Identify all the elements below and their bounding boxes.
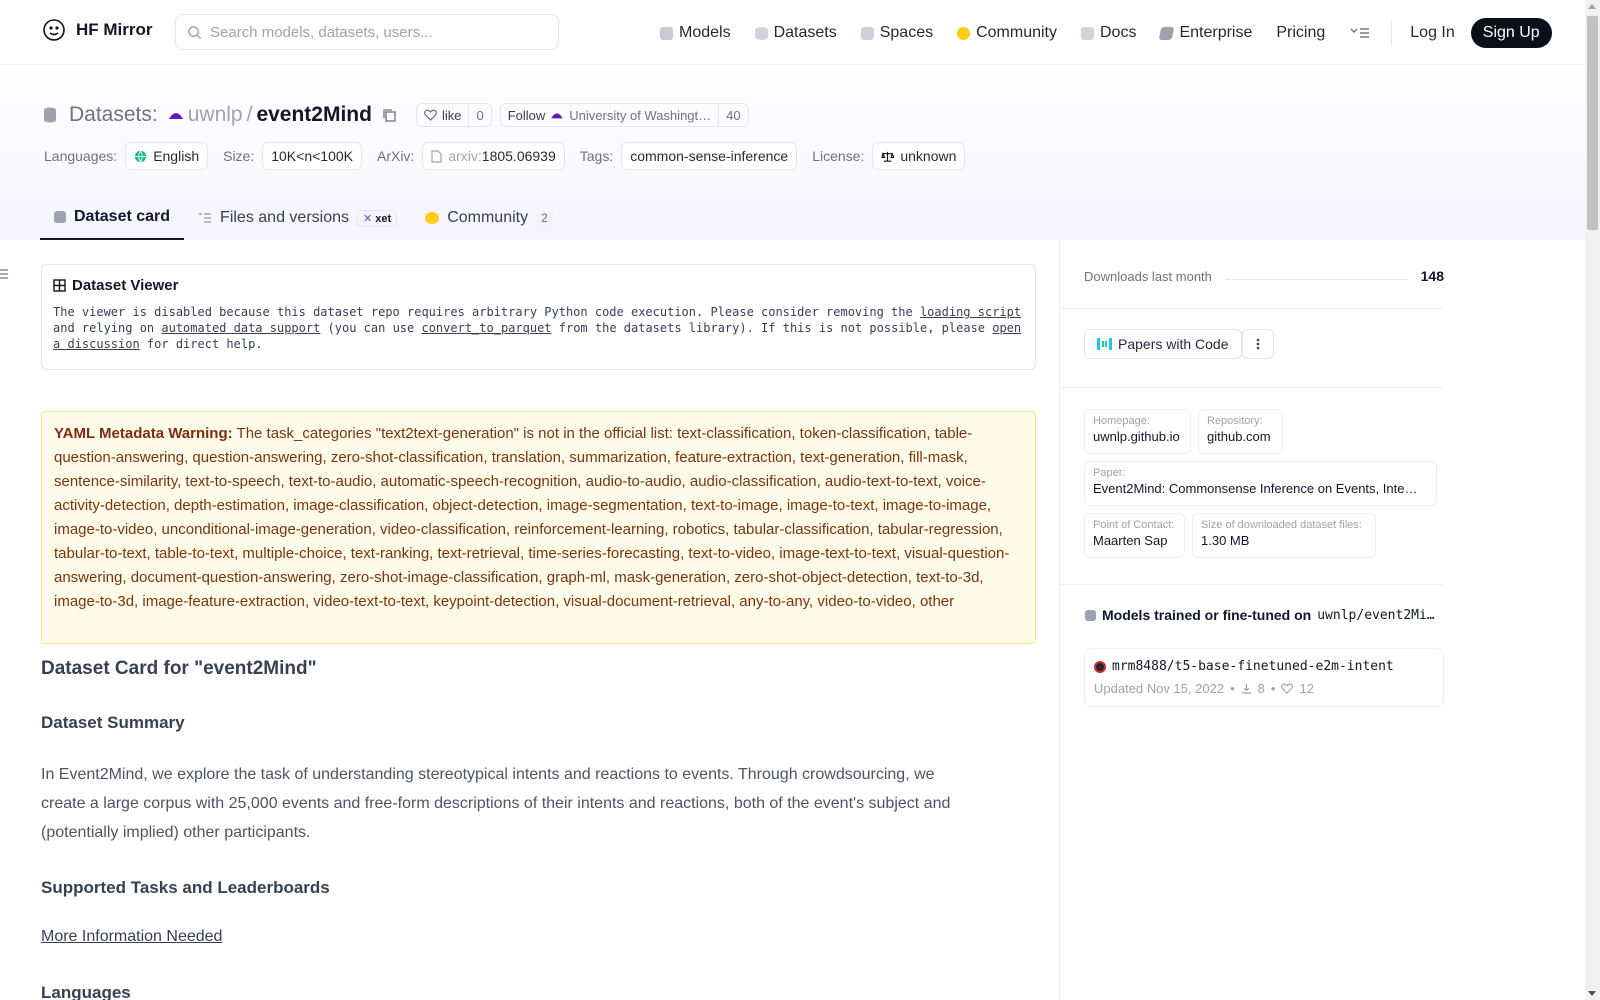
downloads-sparkline xyxy=(1226,272,1407,280)
community-count: 2 xyxy=(536,210,553,226)
loading-script-link[interactable]: loading script xyxy=(919,305,1022,319)
divider xyxy=(1060,308,1443,309)
yaml-warning-text: The task_categories "text2text-generation" is not in the official list: text-classification, token-classification, table-question-answering, question-answering, zero-shot-classification, translation, summarization, feature-extraction, text-generation, fill-mask, sentence-similarity, text-to-speech, text-to-audio, automatic-speech-recognition, audio-to-audio, audio-classification, audio-text-to-text, voice-activity-detection, depth-estimation, image-classification, object-detection, image-segmentation, text-to-image, image-to-text, image-to-image, image-to-video, unconditional-image-generation, video-classification, reinforcement-learning, robotics, tabular-classification, tabular-regression, tabular-to-text, table-to-text, multiple-choice, text-ranking, text-retrieval, time-series-forecasting, text-to-video, image-text-to-text, visual-question-answering, document-question-answering, zero-shot-image-classification, graph-ml, mask-generation, zero-shot-object-detection, text-to-3d, image-to-3d, image-feature-extraction, video-text-to-text, keypoint-detection, visual-document-retrieval, any-to-any, video-to-video, other xyxy=(54,425,1010,610)
brand-link[interactable] xyxy=(42,18,153,42)
models-heading-repo: uwnlp/event2Mi… xyxy=(1317,607,1435,623)
tags-row xyxy=(44,142,980,170)
license-value: unknown xyxy=(900,148,957,164)
nav-models-label: Models xyxy=(679,24,731,41)
like-count: 0 xyxy=(468,104,490,126)
database-icon xyxy=(755,27,768,40)
arxiv-label: ArXiv: xyxy=(376,148,415,164)
downloads-label: Downloads last month xyxy=(1084,268,1212,284)
pwc-label: Papers with Code xyxy=(1118,336,1229,352)
tab-dataset-card-label: Dataset card xyxy=(74,208,171,225)
size-label: Size: xyxy=(223,148,255,164)
card-heading: Dataset Card for "event2Mind" xyxy=(41,658,317,679)
tasks-heading: Supported Tasks and Leaderboards xyxy=(41,878,330,897)
downloads-value: 148 xyxy=(1420,268,1444,284)
database-icon xyxy=(43,107,57,123)
nav-docs[interactable] xyxy=(1081,24,1136,42)
nav-community[interactable] xyxy=(957,24,1057,42)
avatar xyxy=(1094,661,1106,673)
heart-icon xyxy=(424,109,437,121)
nav-enterprise[interactable] xyxy=(1160,24,1252,42)
meta-paper[interactable] xyxy=(1084,461,1437,506)
scale-icon xyxy=(881,150,894,163)
nav-datasets[interactable] xyxy=(755,24,837,42)
grid-icon xyxy=(861,27,874,40)
more-menu-icon[interactable] xyxy=(1349,25,1371,41)
column-divider xyxy=(1059,240,1060,1000)
model-meta xyxy=(1094,681,1434,696)
meta-key: Size of downloaded dataset files: xyxy=(1201,519,1362,531)
datasets-breadcrumb[interactable]: Datasets: xyxy=(69,103,158,126)
open-discussion-link[interactable]: open a discussion xyxy=(53,321,1022,351)
cube-icon xyxy=(660,27,673,40)
sidebar-toggle-icon[interactable] xyxy=(0,268,10,280)
tag-license[interactable] xyxy=(872,142,965,170)
model-likes: 12 xyxy=(1299,681,1314,696)
summary-text: In Event2Mind, we explore the task of understanding stereotypical intents and reactions to events. Through crowdsourcing, we create a large corpus with 25,000 events and free-form descriptions of their intents and reactions, both of the event's subject and (potentially implied) other participants. xyxy=(41,766,951,841)
download-icon xyxy=(1241,683,1252,694)
meta-repository[interactable] xyxy=(1198,409,1283,454)
xet-icon: ✕ xyxy=(363,212,373,225)
follow-org: University of Washingt… xyxy=(569,107,712,123)
cube-icon xyxy=(1085,610,1096,621)
yaml-warning xyxy=(41,411,1036,644)
meta-contact[interactable] xyxy=(1084,513,1185,558)
meta-value: github.com xyxy=(1207,429,1271,444)
nav-pricing-label: Pricing xyxy=(1276,24,1326,41)
divider xyxy=(1060,584,1443,585)
viewer-text-5: for direct help. xyxy=(139,337,263,351)
tab-community[interactable] xyxy=(411,196,567,240)
meta-value: uwnlp.github.io xyxy=(1093,429,1180,444)
nav-pricing[interactable] xyxy=(1276,24,1325,42)
globe-icon xyxy=(134,150,147,163)
viewer-text-1: The viewer is disabled because this dataset repo requires arbitrary Python code execution. Please consider removing the xyxy=(53,305,920,319)
models-heading-label: Models trained or fine-tuned on xyxy=(1102,607,1312,623)
org-avatar-icon xyxy=(168,109,184,121)
copy-icon[interactable] xyxy=(382,108,396,122)
viewer-title-label: Dataset Viewer xyxy=(72,277,179,294)
more-options-button[interactable] xyxy=(1242,329,1274,359)
summary-heading: Dataset Summary xyxy=(41,713,185,732)
languages-label: Languages: xyxy=(44,148,118,164)
breadcrumb-slash: / xyxy=(246,103,253,126)
convert-to-parquet-link[interactable]: convert_to_parquet xyxy=(421,321,552,335)
like-label: like xyxy=(441,107,462,123)
nav-models[interactable] xyxy=(660,24,731,42)
models-heading xyxy=(1085,607,1445,623)
viewer-title xyxy=(53,277,1024,294)
viewer-text-3: (you can use xyxy=(320,321,422,335)
search-input[interactable] xyxy=(175,14,559,50)
yaml-warning-label: YAML Metadata Warning: xyxy=(54,425,233,442)
downloads-stat xyxy=(1084,268,1444,284)
nav-datasets-label: Datasets xyxy=(773,24,837,41)
arxiv-prefix: arxiv: xyxy=(448,148,482,164)
hf-logo-icon xyxy=(42,18,66,42)
files-icon xyxy=(198,212,212,224)
tabs xyxy=(40,196,567,240)
community-icon xyxy=(957,27,970,40)
tab-dataset-card[interactable] xyxy=(40,196,184,240)
kebab-icon xyxy=(1256,338,1260,350)
page-scrollbar[interactable] xyxy=(1585,0,1600,1000)
meta-key: Repository: xyxy=(1207,415,1263,427)
pwc-icon xyxy=(1097,338,1112,350)
tab-files[interactable] xyxy=(184,196,411,240)
book-icon xyxy=(1081,27,1094,40)
org-link[interactable] xyxy=(168,103,243,127)
viewer-text-4: from the datasets library). If this is not possible, please xyxy=(551,321,993,335)
xet-label: xet xyxy=(375,212,392,225)
model-updated: Updated Nov 15, 2022 xyxy=(1094,681,1225,696)
meta-homepage[interactable] xyxy=(1084,409,1191,454)
scroll-up-arrow-icon[interactable] xyxy=(1588,4,1596,9)
org-name: uwnlp xyxy=(187,103,243,126)
model-name-row xyxy=(1094,659,1434,674)
heart-icon xyxy=(1281,683,1293,694)
model-downloads: 8 xyxy=(1257,681,1265,696)
model-card[interactable] xyxy=(1084,648,1444,707)
meta-value: Event2Mind: Commonsense Inference on Events, Inte… xyxy=(1093,481,1418,496)
brand-name: HF Mirror xyxy=(76,20,153,39)
follow-label: Follow xyxy=(507,107,546,123)
papers-with-code-button[interactable] xyxy=(1084,329,1242,359)
meta-dot: • xyxy=(1230,681,1235,696)
main-nav xyxy=(660,18,1552,48)
org-avatar-icon xyxy=(550,110,564,120)
follow-seg xyxy=(501,104,718,126)
dataset-viewer-panel xyxy=(41,264,1036,370)
like-button[interactable] xyxy=(416,103,492,127)
nav-community-label: Community xyxy=(976,24,1057,41)
tab-community-label: Community xyxy=(447,209,529,226)
meta-key: Point of Contact: xyxy=(1093,519,1175,531)
dataset-name[interactable]: event2Mind xyxy=(256,103,372,126)
meta-value: Maarten Sap xyxy=(1093,533,1168,548)
nav-divider xyxy=(1391,21,1392,45)
signup-button[interactable]: Sign Up xyxy=(1471,18,1552,48)
follow-count: 40 xyxy=(718,104,747,126)
arxiv-id: 1805.06939 xyxy=(481,148,556,164)
divider xyxy=(1060,387,1443,388)
table-icon xyxy=(53,279,66,292)
tag-size[interactable]: 10K<n<100K xyxy=(262,142,362,170)
more-info-link[interactable]: More Information Needed xyxy=(41,928,223,945)
model-name: mrm8488/t5-base-finetuned-e2m-intent xyxy=(1112,659,1394,674)
tag-arxiv[interactable] xyxy=(422,142,564,170)
tag-language[interactable] xyxy=(125,142,208,170)
viewer-text-2: and relying on xyxy=(53,321,162,335)
follow-button[interactable] xyxy=(500,103,749,127)
search-icon xyxy=(187,25,202,40)
document-icon xyxy=(431,150,442,163)
tag-language-label: English xyxy=(153,148,200,164)
nav-docs-label: Docs xyxy=(1100,24,1137,41)
xet-badge xyxy=(357,210,397,227)
tag-topic[interactable]: common-sense-inference xyxy=(621,142,797,170)
meta-value: 1.30 MB xyxy=(1201,533,1250,548)
meta-size xyxy=(1192,513,1376,558)
like-seg xyxy=(417,104,469,126)
meta-key: Homepage: xyxy=(1093,415,1150,427)
community-icon xyxy=(425,212,439,224)
scroll-thumb[interactable] xyxy=(1587,16,1598,230)
tags-label: Tags: xyxy=(579,148,614,164)
page-title xyxy=(43,103,749,127)
nav-enterprise-label: Enterprise xyxy=(1179,24,1253,41)
enterprise-icon xyxy=(1159,27,1175,40)
nav-spaces[interactable] xyxy=(861,24,933,42)
top-navbar xyxy=(0,0,1585,65)
languages-heading: Languages xyxy=(41,983,131,1000)
scroll-down-arrow-icon[interactable] xyxy=(1588,991,1596,996)
automated-data-support-link[interactable]: automated data support xyxy=(161,321,321,335)
login-link[interactable]: Log In xyxy=(1410,24,1455,41)
meta-dot: • xyxy=(1270,681,1276,696)
meta-key: Paper: xyxy=(1093,467,1126,479)
cube-icon xyxy=(54,211,66,223)
search-placeholder: Search models, datasets, users... xyxy=(210,23,433,41)
viewer-message xyxy=(53,304,1024,352)
tab-files-label: Files and versions xyxy=(220,209,349,226)
license-label: License: xyxy=(812,148,865,164)
nav-spaces-label: Spaces xyxy=(879,24,934,41)
